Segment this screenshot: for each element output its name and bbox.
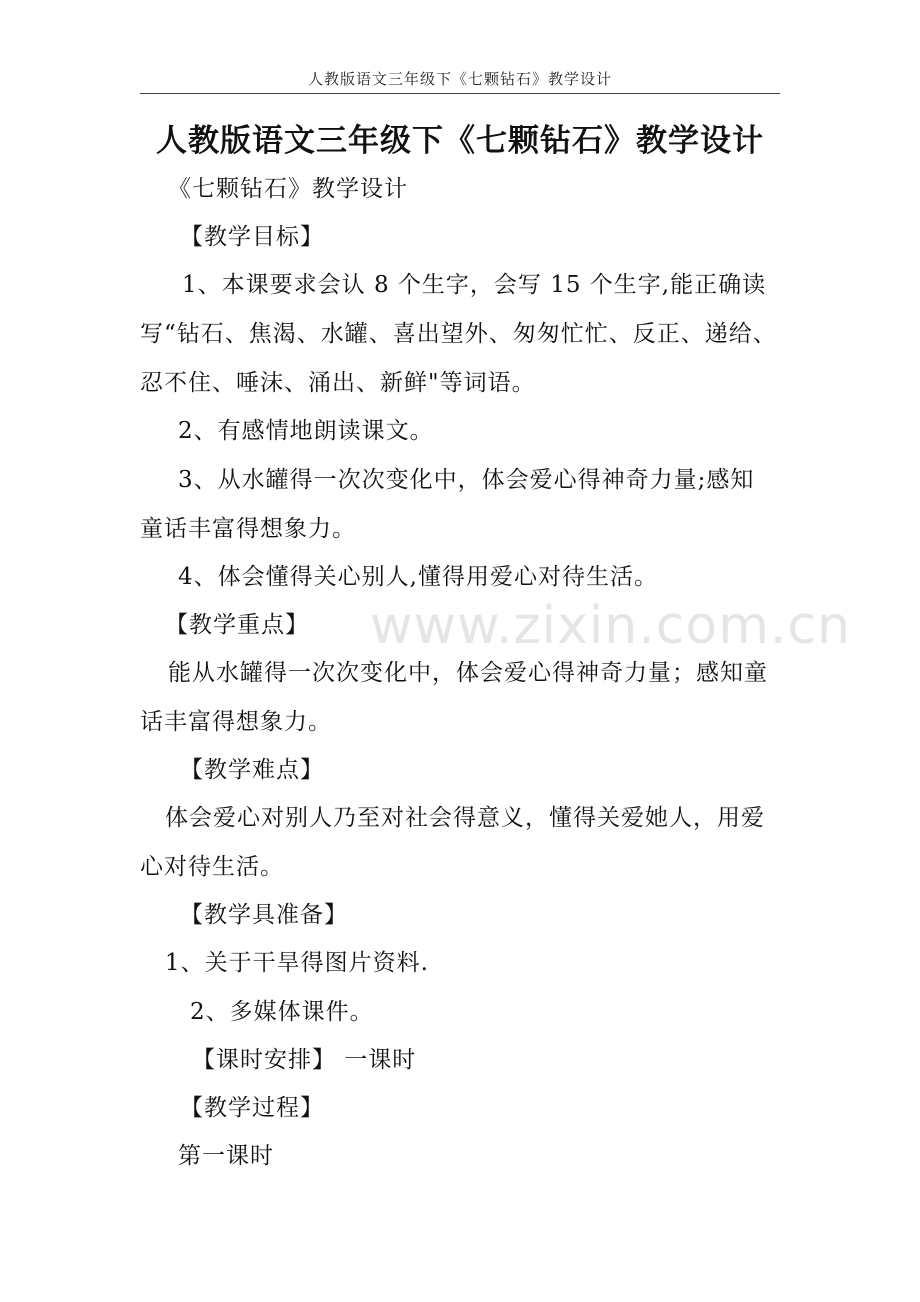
paragraph-line: 2、多媒体课件。 xyxy=(190,999,374,1025)
paragraph-line: 3、从水罐得一次次变化中，体会爱心得神奇力量;感知 xyxy=(178,467,755,493)
paragraph-line: 写“钻石、焦渴、水罐、喜出望外、匆匆忙忙、反正、递给、 xyxy=(140,321,777,347)
section-heading-process: 【教学过程】 xyxy=(180,1095,324,1121)
running-header: 人教版语文三年级下《七颗钻石》教学设计 xyxy=(307,70,612,88)
section-heading-schedule: 【课时安排】 一课时 xyxy=(192,1047,417,1073)
section-heading-difficulties: 【教学难点】 xyxy=(180,757,324,783)
paragraph-line: 2、有感情地朗读课文。 xyxy=(178,418,434,444)
watermark: www.zixin.com.cn xyxy=(370,596,851,656)
paragraph-line: 4、体会懂得关心别人,懂得用爱心对待生活。 xyxy=(178,564,658,590)
paragraph-line: 忍不住、唾沫、涌出、新鲜"等词语。 xyxy=(140,370,536,396)
paragraph-line: 心对待生活。 xyxy=(140,854,284,880)
section-heading-materials: 【教学具准备】 xyxy=(180,902,348,928)
paragraph-line: 1、关于干旱得图片资料. xyxy=(165,950,429,976)
section-heading-key-points: 【教学重点】 xyxy=(165,612,309,638)
paragraph-line: 能从水罐得一次次变化中，体会爱心得神奇力量；感知童 xyxy=(168,660,768,686)
paragraph-line: 体会爱心对别人乃至对社会得意义，懂得关爱她人，用爱 xyxy=(165,805,765,831)
paragraph-line: 1、本课要求会认 8 个生字，会写 15 个生字,能正确读 xyxy=(182,272,767,298)
section-heading-objectives: 【教学目标】 xyxy=(180,224,324,250)
paragraph-line: 话丰富得想象力。 xyxy=(140,709,332,735)
paragraph-line: 童话丰富得想象力。 xyxy=(140,516,356,542)
header-divider xyxy=(140,93,780,94)
document-title: 人教版语文三年级下《七颗钻石》教学设计 xyxy=(156,123,764,159)
paragraph-line: 第一课时 xyxy=(178,1143,274,1169)
subtitle: 《七颗钻石》教学设计 xyxy=(168,176,408,202)
